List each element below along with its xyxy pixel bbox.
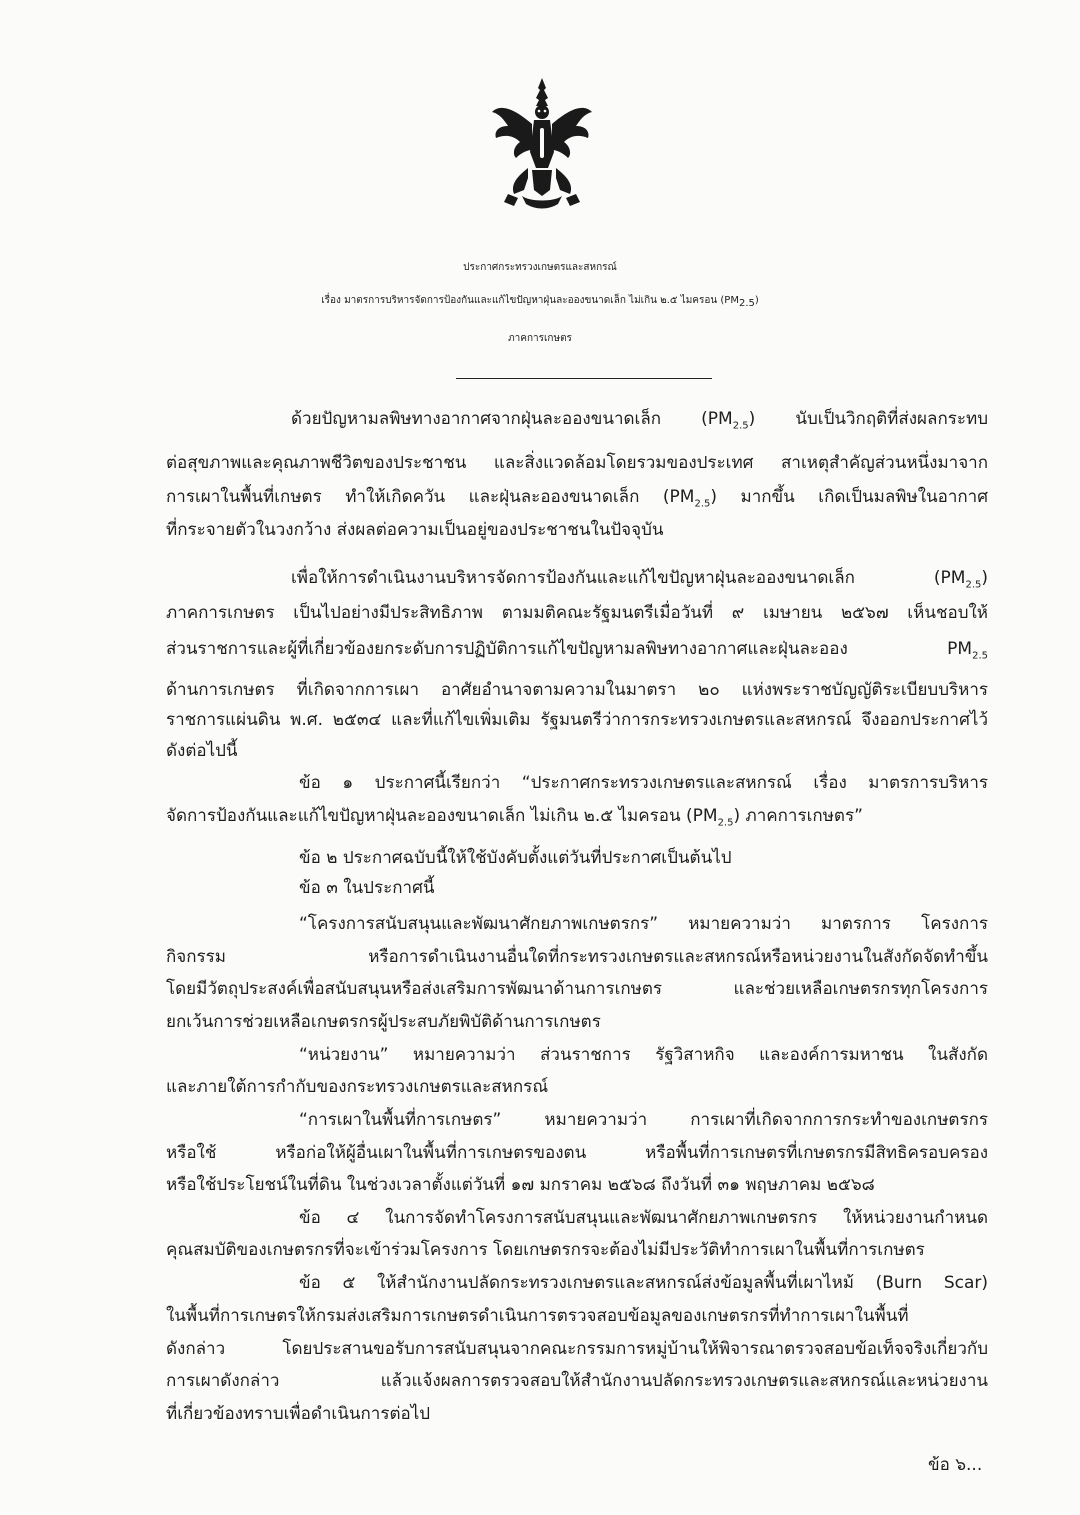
clause-4-line-2: คุณสมบัติของเกษตรกรที่จะเข้าร่วมโครงการ โดยเกษตรกรจะต้องไม่มีประวัติทำการเผาในพื้นที่การเกษตร [166,1240,925,1260]
paragraph-1-line-2: ต่อสุขภาพและคุณภาพชีวิตของประชาชน และสิ่งแวดล้อมโดยรวมของประเทศ สาเหตุสำคัญส่วนหนึ่งมาจาก [166,453,988,473]
definition-3-line-2: หรือใช้ หรือก่อให้ผู้อื่นเผาในพื้นที่การเกษตรของตน หรือพื้นที่การเกษตรที่เกษตรกรมีสิทธิครอบครอง [166,1143,988,1163]
title-divider [456,378,712,379]
definition-3-line-1: “การเผาในพื้นที่การเกษตร” หมายความว่า การเผาที่เกิดจากการกระทำของเกษตรกร [299,1110,988,1130]
definition-1-line-2: กิจกรรม หรือการดำเนินงานอื่นใดที่กระทรวงเกษตรและสหกรณ์หรือหน่วยงานในสังกัดจัดทำขึ้น [166,947,988,967]
announcement-title: ประกาศกระทรวงเกษตรและสหกรณ์ [463,262,617,273]
clause-2: ข้อ ๒ ประกาศฉบับนี้ให้ใช้บังคับตั้งแต่วันที่ประกาศเป็นต้นไป [299,848,732,868]
clause-3: ข้อ ๓ ในประกาศนี้ [299,878,435,898]
paragraph-1-line-1: ด้วยปัญหามลพิษทางอากาศจากฝุ่นละอองขนาดเล็ก $(PM_{2.5})$ นับเป็นวิกฤติที่ส่งผลกระทบ [291,409,988,432]
definition-1-line-4: ยกเว้นการช่วยเหลือเกษตรกรผู้ประสบภัยพิบัติด้านการเกษตร [166,1012,601,1032]
clause-5-line-2: ในพื้นที่การเกษตรให้กรมส่งเสริมการเกษตรดำเนินการตรวจสอบข้อมูลของเกษตรกรที่ทำการเผาในพื้นที่ [166,1306,909,1326]
paragraph-2-line-1: เพื่อให้การดำเนินงานบริหารจัดการป้องกันและแก้ไขปัญหาฝุ่นละอองขนาดเล็ก $(PM_{2.5})$ [291,568,988,591]
announcement-subject: เรื่อง มาตรการบริหารจัดการป้องกันและแก้ไขปัญหาฝุ่นละอองขนาดเล็ก ไม่เกิน ๒.๕ ไมครอน $(PM_{2.5})$ [321,295,759,309]
announcement-sector: ภาคการเกษตร [508,333,572,344]
clause-5-line-4: การเผาดังกล่าว แล้วแจ้งผลการตรวจสอบให้สำนักงานปลัดกระทรวงเกษตรและสหกรณ์และหน่วยงาน [166,1371,988,1391]
definition-3-line-3: หรือใช้ประโยชน์ในที่ดิน ในช่วงเวลาตั้งแต่วันที่ ๑๗ มกราคม ๒๕๖๘ ถึงวันที่ ๓๑ พฤษภาคม ๒๕๖๘ [166,1175,875,1195]
definition-2-line-2: และภายใต้การกำกับของกระทรวงเกษตรและสหกรณ์ [166,1077,549,1097]
definition-1-line-3: โดยมีวัตถุประสงค์เพื่อสนับสนุนหรือส่งเสริมการพัฒนาด้านการเกษตร และช่วยเหลือเกษตรกรทุกโครงการ [166,979,988,999]
paragraph-1-line-4: ที่กระจายตัวในวงกว้าง ส่งผลต่อความเป็นอยู่ของประชาชนในปัจจุบัน [166,520,664,540]
clause-5-line-3: ดังกล่าว โดยประสานขอรับการสนับสนุนจากคณะกรรมการหมู่บ้านให้พิจารณาตรวจสอบข้อเท็จจริงเกี่ยวกับ [166,1339,988,1359]
clause-5-line-5: ที่เกี่ยวข้องทราบเพื่อดำเนินการต่อไป [166,1404,431,1424]
garuda-emblem [488,72,596,214]
clause-5-line-1: ข้อ ๕ ให้สำนักงานปลัดกระทรวงเกษตรและสหกรณ์ส่งข้อมูลพื้นที่เผาไหม้ (Burn Scar) [299,1273,988,1293]
definition-2-line-1: “หน่วยงาน” หมายความว่า ส่วนราชการ รัฐวิสาหกิจ และองค์การมหาชน ในสังกัด [299,1045,988,1065]
paragraph-2-line-5: ราชการแผ่นดิน พ.ศ. ๒๕๓๔ และที่แก้ไขเพิ่มเติม รัฐมนตรีว่าการกระทรวงเกษตรและสหกรณ์ จึงออกประกาศไว้ [166,710,988,730]
paragraph-2-line-3: ส่วนราชการและผู้ที่เกี่ยวข้องยกระดับการปฏิบัติการแก้ไขปัญหามลพิษทางอากาศและฝุ่นละออง $PM_{2.5}$ [166,639,988,662]
clause-4-line-1: ข้อ ๔ ในการจัดทำโครงการสนับสนุนและพัฒนาศักยภาพเกษตรกร ให้หน่วยงานกำหนด [299,1208,988,1228]
clause-1-line-2: จัดการป้องกันและแก้ไขปัญหาฝุ่นละอองขนาดเล็ก ไม่เกิน ๒.๕ ไมครอน $(PM_{2.5})$ ภาคการเกษตร” [166,806,863,829]
paragraph-2-line-2: ภาคการเกษตร เป็นไปอย่างมีประสิทธิภาพ ตามมติคณะรัฐมนตรีเมื่อวันที่ ๙ เมษายน ๒๕๖๗ เห็นชอบให้ [166,603,988,623]
definition-1-line-1: “โครงการสนับสนุนและพัฒนาศักยภาพเกษตรกร” หมายความว่า มาตรการ โครงการ [299,914,988,934]
paragraph-2-line-6: ดังต่อไปนี้ [166,741,238,761]
paragraph-2-line-4: ด้านการเกษตร ที่เกิดจากการเผา อาศัยอำนาจตามความในมาตรา ๒๐ แห่งพระราชบัญญัติระเบียบบริหาร [166,680,988,700]
continuation-marker: ข้อ ๖... [928,1455,983,1475]
clause-1-line-1: ข้อ ๑ ประกาศนี้เรียกว่า “ประกาศกระทรวงเกษตรและสหกรณ์ เรื่อง มาตรการบริหาร [299,773,988,793]
paragraph-1-line-3: การเผาในพื้นที่เกษตร ทำให้เกิดควัน และฝุ่นละอองขนาดเล็ก $(PM_{2.5})$ มากขึ้น เกิดเป็นมลพิษในอากาศ [166,487,989,510]
